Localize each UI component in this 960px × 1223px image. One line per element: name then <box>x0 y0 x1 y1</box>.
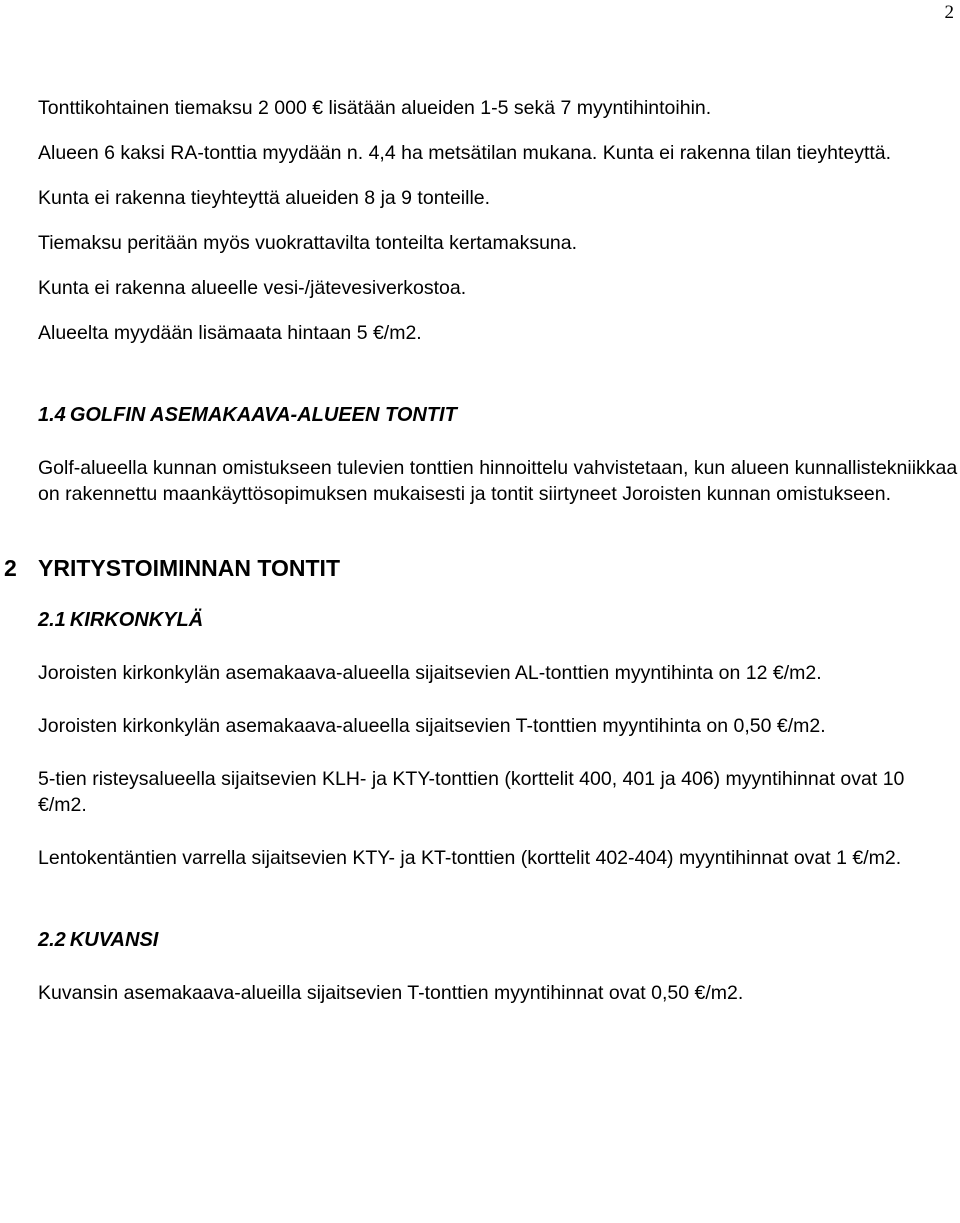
paragraph-golf-area: Golf-alueella kunnan omistukseen tulevien tonttien hinnoittelu vahvistetaan, kun alueen kunnallistekniikkaa on rakennettu maankäyttösopimuksen mukaisesti ja tontit siirtyneet Joroisten kunnan omistukseen. <box>38 457 958 505</box>
section-2-1-heading <box>38 607 958 633</box>
section-2-number: 2 <box>4 555 17 581</box>
paragraph-al-plots: Joroisten kirkonkylän asemakaava-alueella sijaitsevien AL-tonttien myyntihinta on 12 €/m2. <box>38 662 822 684</box>
section-1-4-number: 1.4 <box>38 404 66 426</box>
document-body <box>4 95 958 1006</box>
paragraph-rental-fee: Tiemaksu peritään myös vuokrattavilta tonteilta kertamaksuna. <box>38 232 578 254</box>
section-1-4-heading <box>38 402 958 428</box>
section-2-1-title: KIRKONKYLÄ <box>69 609 204 631</box>
paragraph-t-plots: Joroisten kirkonkylän asemakaava-alueella sijaitsevien T-tonttien myyntihinta on 0,50 €/m2. <box>38 715 826 737</box>
section-1-4-title: GOLFIN ASEMAKAAVA-ALUEEN TONTIT <box>69 404 457 426</box>
section-2-title: YRITYSTOIMINNAN TONTIT <box>38 555 340 581</box>
paragraph-kuvansi-plots: Kuvansin asemakaava-alueilla sijaitsevien T-tonttien myyntihinnat ovat 0,50 €/m2. <box>38 982 744 1004</box>
section-2-2-heading <box>38 927 958 953</box>
paragraph-extra-land: Alueelta myydään lisämaata hintaan 5 €/m2. <box>38 322 422 344</box>
section-2-1-number: 2.1 <box>38 609 66 631</box>
paragraph-water-network: Kunta ei rakenna alueelle vesi-/jätevesiverkostoa. <box>38 277 467 299</box>
paragraph-area-6: Alueen 6 kaksi RA-tonttia myydään n. 4,4 ha metsätilan mukana. Kunta ei rakenna tilan tieyhteyttä. <box>38 142 892 164</box>
paragraph-kty-kt-plots: Lentokentäntien varrella sijaitsevien KTY- ja KT-tonttien (korttelit 402-404) myyntihinnat ovat 1 €/m2. <box>38 847 902 869</box>
page-number: 2 <box>944 2 954 23</box>
paragraph-klh-kty-plots: 5-tien risteysalueella sijaitsevien KLH- ja KTY-tonttien (korttelit 400, 401 ja 406) myyntihinnat ovat 10 €/m2. <box>38 768 905 816</box>
section-2-2-title: KUVANSI <box>69 929 159 951</box>
paragraph-areas-8-9: Kunta ei rakenna tieyhteyttä alueiden 8 ja 9 tonteille. <box>38 187 491 209</box>
section-2-heading <box>4 553 958 583</box>
paragraph-road-fee: Tonttikohtainen tiemaksu 2 000 € lisätään alueiden 1-5 sekä 7 myyntihintoihin. <box>38 97 712 119</box>
section-2-2-number: 2.2 <box>38 929 66 951</box>
